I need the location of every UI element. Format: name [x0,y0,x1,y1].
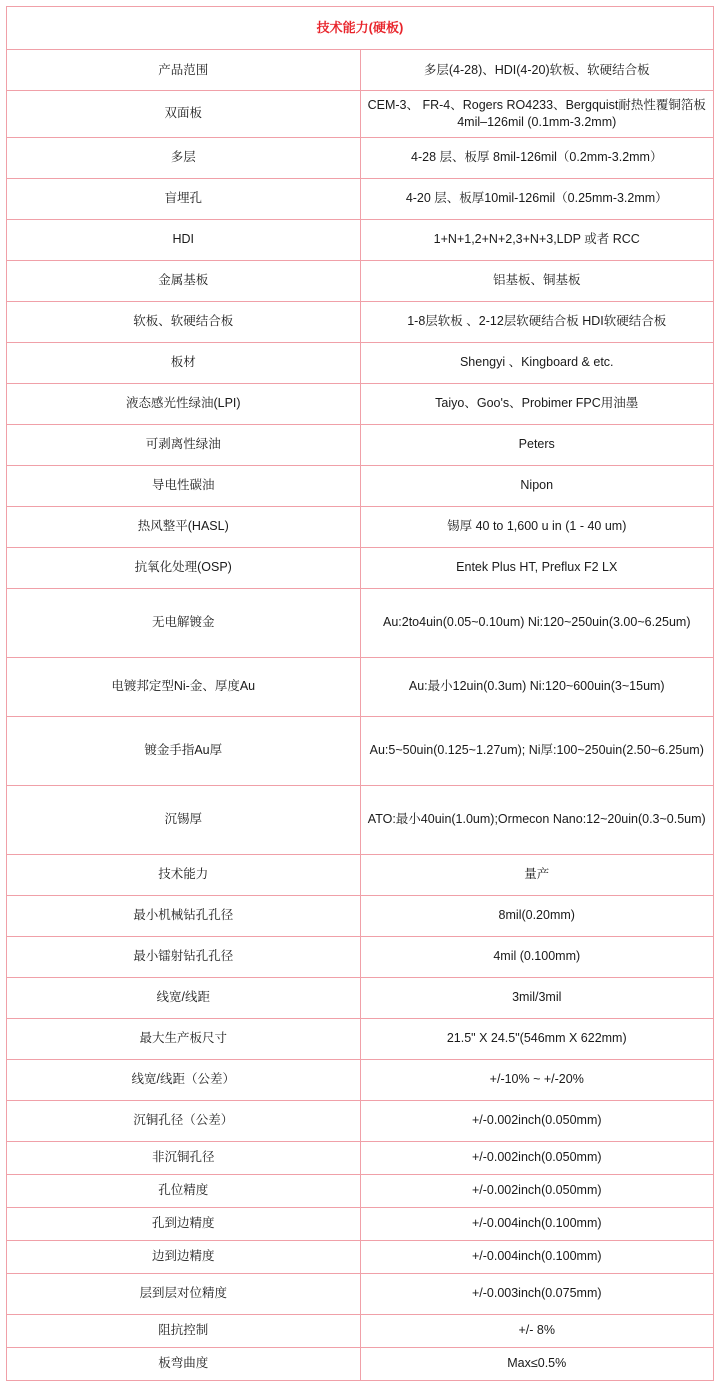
row-label: 可剥离性绿油 [7,424,361,465]
row-value: 21.5" X 24.5"(546mm X 622mm) [360,1018,714,1059]
row-label: 最大生产板尺寸 [7,1018,361,1059]
row-value: 1+N+1,2+N+2,3+N+3,LDP 或者 RCC [360,219,714,260]
table-body [7,7,714,1381]
row-value: +/-0.003inch(0.075mm) [360,1273,714,1314]
table-row [7,716,714,785]
row-value: +/-0.002inch(0.050mm) [360,1174,714,1207]
table-row [7,91,714,138]
table-row [7,342,714,383]
row-label: 导电性碳油 [7,465,361,506]
table-row [7,260,714,301]
row-value: +/-0.004inch(0.100mm) [360,1207,714,1240]
row-label: 镀金手指Au厚 [7,716,361,785]
table-row [7,178,714,219]
row-value: Taiyo、Goo's、Probimer FPC用油墨 [360,383,714,424]
row-value: 4mil (0.100mm) [360,936,714,977]
row-label: 软板、软硬结合板 [7,301,361,342]
row-value: Entek Plus HT, Preflux F2 LX [360,547,714,588]
row-value: Nipon [360,465,714,506]
table-row [7,465,714,506]
row-label: 板材 [7,342,361,383]
row-value: 3mil/3mil [360,977,714,1018]
row-label: 多层 [7,137,361,178]
table-row [7,383,714,424]
row-label: 沉锡厚 [7,785,361,854]
row-label: 线宽/线距 [7,977,361,1018]
table-row [7,895,714,936]
table-row [7,301,714,342]
row-value: CEM-3、 FR-4、Rogers RO4233、Bergquist耐热性覆铜箔板 4mil–126mil (0.1mm-3.2mm) [360,91,714,138]
row-label: 阻抗控制 [7,1314,361,1347]
row-value: Shengyi 、Kingboard & etc. [360,342,714,383]
row-label: 边到边精度 [7,1240,361,1273]
row-label: 沉铜孔径（公差） [7,1100,361,1141]
row-value: +/-0.002inch(0.050mm) [360,1141,714,1174]
table-row [7,1174,714,1207]
row-value: +/- 8% [360,1314,714,1347]
row-value: 铝基板、铜基板 [360,260,714,301]
row-label: 产品范围 [7,50,361,91]
table-row [7,1314,714,1347]
table-row [7,936,714,977]
table-row [7,1059,714,1100]
table-row [7,547,714,588]
row-value: +/-0.002inch(0.050mm) [360,1100,714,1141]
row-value: 1-8层软板 、2-12层软硬结合板 HDI软硬结合板 [360,301,714,342]
table-row [7,1018,714,1059]
row-value: Max≤0.5% [360,1347,714,1380]
table-row [7,50,714,91]
row-label: 最小镭射钻孔孔径 [7,936,361,977]
row-label: 板弯曲度 [7,1347,361,1380]
row-label: 热风整平(HASL) [7,506,361,547]
table-row [7,1100,714,1141]
table-row [7,424,714,465]
row-label: 线宽/线距（公差） [7,1059,361,1100]
table-title-row [7,7,714,50]
row-label: 非沉铜孔径 [7,1141,361,1174]
table-row [7,1240,714,1273]
row-label: 最小机械钻孔孔径 [7,895,361,936]
row-value: Au:5~50uin(0.125~1.27um); Ni厚:100~250uin(2.50~6.25um) [360,716,714,785]
row-label: 金属基板 [7,260,361,301]
row-value: 锡厚 40 to 1,600 u in (1 - 40 um) [360,506,714,547]
row-label: 抗氧化处理(OSP) [7,547,361,588]
row-value: 多层(4-28)、HDI(4-20)软板、软硬结合板 [360,50,714,91]
row-label: 无电解镀金 [7,588,361,657]
row-value: Peters [360,424,714,465]
table-row [7,1141,714,1174]
row-label: 液态感光性绿油(LPI) [7,383,361,424]
table-row [7,588,714,657]
row-value: +/-0.004inch(0.100mm) [360,1240,714,1273]
row-label: 孔位精度 [7,1174,361,1207]
row-value: 4-20 层、板厚10mil-126mil（0.25mm-3.2mm） [360,178,714,219]
table-row [7,1273,714,1314]
table-row [7,1347,714,1380]
table-row [7,137,714,178]
technical-capability-table [6,6,714,1381]
table-row [7,657,714,716]
row-label: 盲埋孔 [7,178,361,219]
table-row [7,219,714,260]
table-row [7,977,714,1018]
row-value: ATO:最小40uin(1.0um);Ormecon Nano:12~20uin(0.3~0.5um) [360,785,714,854]
table-row [7,1207,714,1240]
row-label: 双面板 [7,91,361,138]
row-value: 4-28 层、板厚 8mil-126mil（0.2mm-3.2mm） [360,137,714,178]
page-title: 技术能力(硬板) [7,7,714,50]
row-value: 8mil(0.20mm) [360,895,714,936]
row-label: HDI [7,219,361,260]
row-value: Au:2to4uin(0.05~0.10um) Ni:120~250uin(3.00~6.25um) [360,588,714,657]
table-row [7,854,714,895]
table-row [7,785,714,854]
row-value: Au:最小12uin(0.3um) Ni:120~600uin(3~15um) [360,657,714,716]
table-row [7,506,714,547]
row-label: 技术能力 [7,854,361,895]
row-label: 孔到边精度 [7,1207,361,1240]
row-value: 量产 [360,854,714,895]
row-label: 电镀邦定型Ni-金、厚度Au [7,657,361,716]
row-value: +/-10% ~ +/-20% [360,1059,714,1100]
row-label: 层到层对位精度 [7,1273,361,1314]
